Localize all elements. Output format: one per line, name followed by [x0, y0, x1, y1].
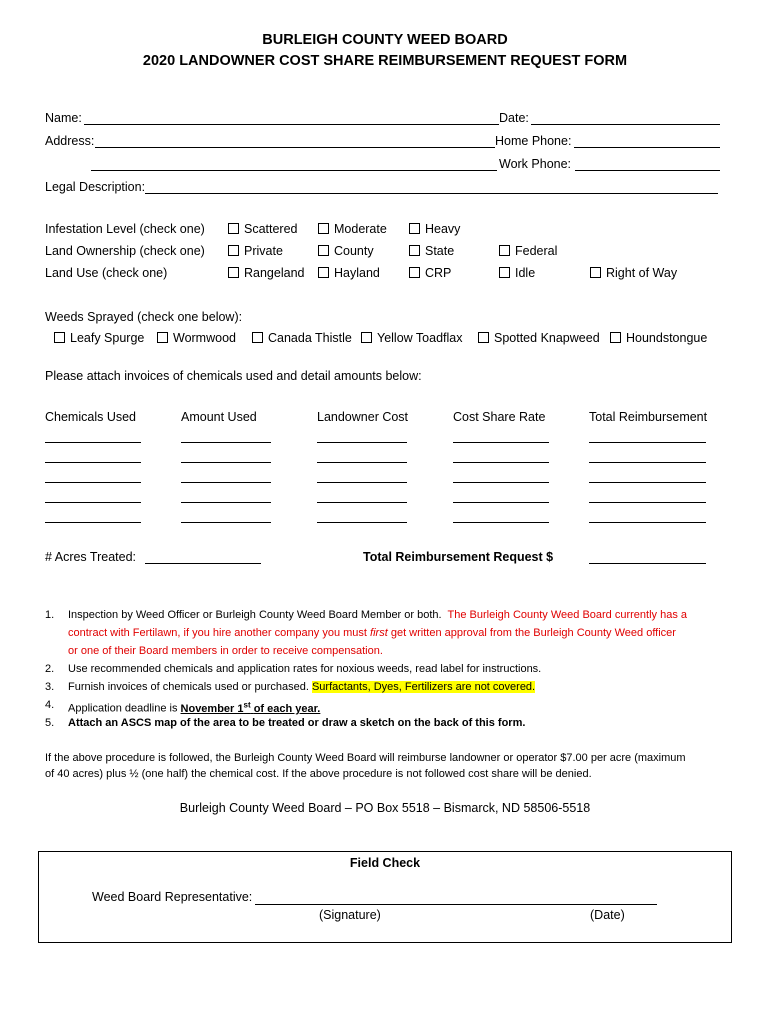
- checkbox[interactable]: [409, 267, 420, 278]
- invoice-blank[interactable]: [317, 522, 407, 523]
- option-hayland[interactable]: Hayland: [318, 266, 380, 280]
- date-label: Date:: [499, 111, 529, 125]
- rules-list: [45, 606, 735, 732]
- rule-number: 5.: [45, 717, 55, 729]
- rule-1: Inspection by Weed Officer or Burleigh County Weed Board Member or both. The Burleigh County Weed Board currently has a: [68, 609, 687, 621]
- col-chemicals: Chemicals Used: [45, 410, 137, 424]
- option-spotted-knapweed[interactable]: Spotted Knapweed: [478, 331, 600, 345]
- invoice-blank[interactable]: [181, 482, 271, 483]
- invoice-blank[interactable]: [45, 502, 141, 503]
- checkbox[interactable]: [361, 332, 372, 343]
- acres-label: # Acres Treated:: [45, 550, 137, 564]
- rep-label: Weed Board Representative:: [92, 890, 253, 904]
- checkbox[interactable]: [228, 267, 239, 278]
- checkbox[interactable]: [409, 245, 420, 256]
- invoice-blank[interactable]: [589, 462, 706, 463]
- rule-2: Use recommended chemicals and application rates for noxious weeds, read label for instructions.: [68, 663, 542, 675]
- option-right-of-way[interactable]: Right of Way: [590, 266, 677, 280]
- option-yellow-toadflax[interactable]: Yellow Toadflax: [361, 331, 462, 345]
- option-moderate[interactable]: Moderate: [318, 222, 387, 236]
- signature-caption: (Signature): [319, 908, 381, 922]
- invoice-blank[interactable]: [317, 442, 407, 443]
- checkbox[interactable]: [318, 245, 329, 256]
- invoice-blank[interactable]: [589, 522, 706, 523]
- option-private[interactable]: Private: [228, 244, 283, 258]
- checkbox[interactable]: [499, 245, 510, 256]
- option-rangeland[interactable]: Rangeland: [228, 266, 304, 280]
- invoice-blank[interactable]: [45, 442, 141, 443]
- option-heavy[interactable]: Heavy: [409, 222, 460, 236]
- home-phone-field[interactable]: [574, 147, 720, 148]
- checkbox[interactable]: [590, 267, 601, 278]
- invoice-blank[interactable]: [589, 502, 706, 503]
- invoice-blank[interactable]: [181, 522, 271, 523]
- checkbox[interactable]: [157, 332, 168, 343]
- weeds-label: Weeds Sprayed (check one below):: [45, 310, 243, 324]
- note-line-1: If the above procedure is followed, the Burleigh County Weed Board will reimburse landowner or operator $7.00 per acre (maximum: [45, 752, 686, 764]
- note-line-2: of 40 acres) plus ½ (one half) the chemical cost. If the above procedure is not followed cost share will be denied.: [45, 768, 592, 780]
- checkbox[interactable]: [252, 332, 263, 343]
- col-amount: Amount Used: [181, 410, 257, 424]
- option-idle[interactable]: Idle: [499, 266, 535, 280]
- rule-1-end: or one of their Board members in order to receive compensation.: [68, 645, 383, 657]
- checkbox[interactable]: [318, 267, 329, 278]
- total-request-label: Total Reimbursement Request $: [363, 550, 554, 564]
- invoice-blank[interactable]: [45, 522, 141, 523]
- option-canada-thistle[interactable]: Canada Thistle: [252, 331, 352, 345]
- invoice-blank[interactable]: [45, 462, 141, 463]
- checkbox[interactable]: [54, 332, 65, 343]
- invoice-blank[interactable]: [589, 442, 706, 443]
- invoice-blank[interactable]: [181, 502, 271, 503]
- checkbox[interactable]: [228, 245, 239, 256]
- date-caption: (Date): [590, 908, 625, 922]
- rule-number: 2.: [45, 663, 55, 675]
- home-phone-label: Home Phone:: [495, 134, 572, 148]
- checkbox[interactable]: [228, 223, 239, 234]
- total-request-field[interactable]: [589, 563, 706, 564]
- invoice-blank[interactable]: [181, 462, 271, 463]
- option-leafy-spurge[interactable]: Leafy Spurge: [54, 331, 144, 345]
- col-total-reimbursement: Total Reimbursement: [589, 410, 708, 424]
- invoice-blank[interactable]: [453, 442, 549, 443]
- form-subtitle: 2020 LANDOWNER COST SHARE REIMBURSEMENT REQUEST FORM: [142, 53, 628, 69]
- option-state[interactable]: State: [409, 244, 454, 258]
- option-houndstongue[interactable]: Houndstongue: [610, 331, 707, 345]
- checkbox[interactable]: [318, 223, 329, 234]
- option-federal[interactable]: Federal: [499, 244, 557, 258]
- field-check-title: Field Check: [349, 856, 421, 870]
- invoices-intro: Please attach invoices of chemicals used and detail amounts below:: [45, 369, 422, 383]
- option-county[interactable]: County: [318, 244, 374, 258]
- signature-field[interactable]: [255, 904, 657, 905]
- invoice-blank[interactable]: [317, 462, 407, 463]
- date-field[interactable]: [531, 124, 720, 125]
- invoice-blank[interactable]: [453, 522, 549, 523]
- rule-5: Attach an ASCS map of the area to be treated or draw a sketch on the back of this form.: [68, 717, 526, 729]
- field-check-box: [38, 851, 732, 943]
- name-field[interactable]: [84, 124, 499, 125]
- option-scattered[interactable]: Scattered: [228, 222, 298, 236]
- invoice-blank[interactable]: [317, 482, 407, 483]
- board-address: Burleigh County Weed Board – PO Box 5518 – Bismarck, ND 58506-5518: [179, 801, 591, 815]
- address-label: Address:: [45, 134, 95, 148]
- form-title: BURLEIGH COUNTY WEED BOARD: [262, 32, 508, 48]
- invoice-blank[interactable]: [453, 462, 549, 463]
- col-landowner-cost: Landowner Cost: [317, 410, 409, 424]
- checkbox[interactable]: [610, 332, 621, 343]
- rule-3: Furnish invoices of chemicals used or purchased. Surfactants, Dyes, Fertilizers are not covered.: [68, 681, 536, 693]
- invoice-blank[interactable]: [589, 482, 706, 483]
- name-label: Name:: [45, 111, 82, 125]
- option-crp[interactable]: CRP: [409, 266, 451, 280]
- address-field-2[interactable]: [91, 170, 497, 171]
- acres-field[interactable]: [145, 563, 261, 564]
- checkbox[interactable]: [409, 223, 420, 234]
- invoice-blank[interactable]: [181, 442, 271, 443]
- land-use-label: Land Use (check one): [45, 266, 168, 280]
- work-phone-field[interactable]: [575, 170, 720, 171]
- col-cost-share-rate: Cost Share Rate: [453, 410, 546, 424]
- rule-1-cont: contract with Fertilawn, if you hire another company you must first get written approval from the Burleigh County Weed officer: [68, 627, 676, 639]
- checkbox[interactable]: [478, 332, 489, 343]
- address-field[interactable]: [95, 147, 495, 148]
- rule-number: 1.: [45, 609, 55, 621]
- checkbox[interactable]: [499, 267, 510, 278]
- option-wormwood[interactable]: Wormwood: [157, 331, 236, 345]
- ownership-label: Land Ownership (check one): [45, 244, 205, 258]
- rule-number: 3.: [45, 681, 55, 693]
- invoice-blank[interactable]: [453, 482, 549, 483]
- rule-number: 4.: [45, 699, 55, 711]
- invoice-blank[interactable]: [453, 502, 549, 503]
- work-phone-label: Work Phone:: [499, 157, 572, 171]
- rule-4: Application deadline is November 1st of each year.: [68, 700, 321, 715]
- invoice-blank[interactable]: [317, 502, 407, 503]
- legal-label: Legal Description:: [45, 180, 146, 194]
- invoice-blank[interactable]: [45, 482, 141, 483]
- legal-field[interactable]: [145, 193, 718, 194]
- infestation-label: Infestation Level (check one): [45, 222, 205, 236]
